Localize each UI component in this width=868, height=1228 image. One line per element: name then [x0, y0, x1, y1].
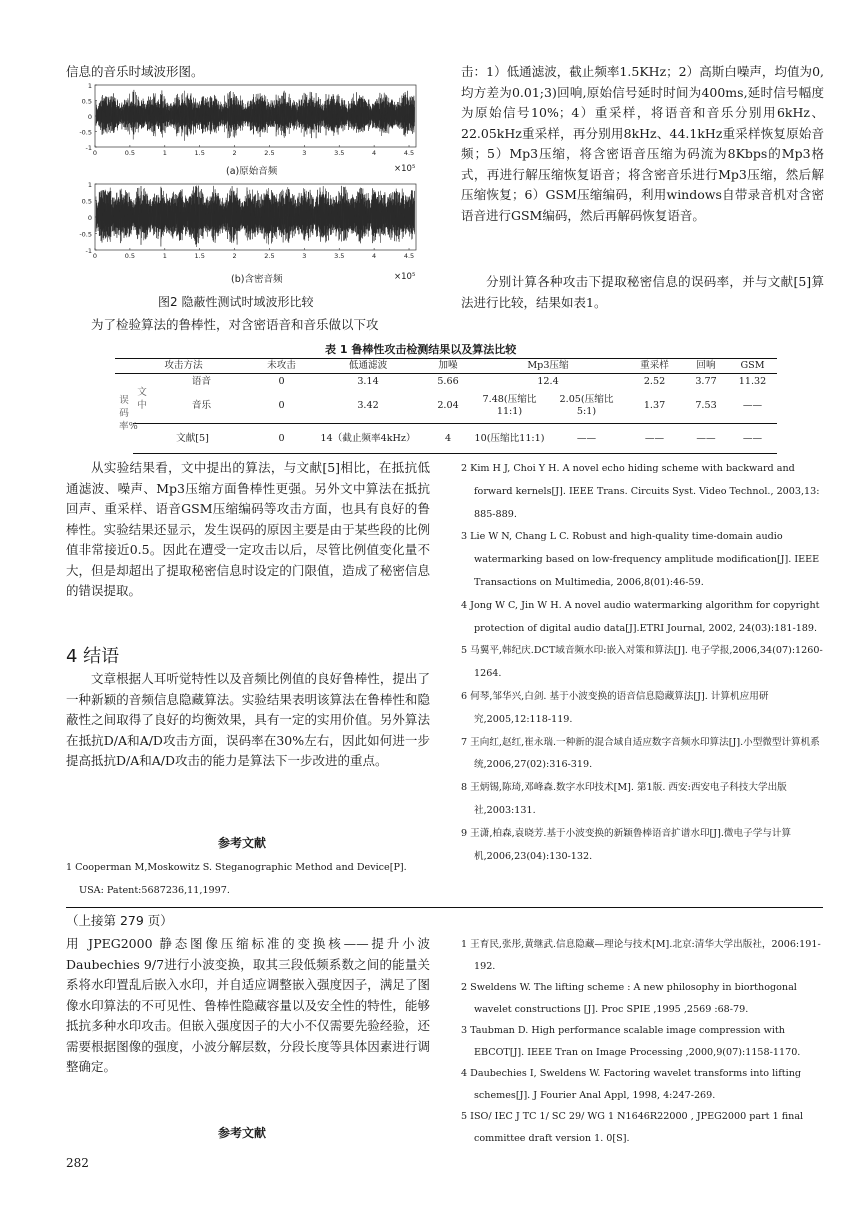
x-tick-label: 1.5	[194, 252, 205, 260]
y-tick-label: -1	[85, 247, 92, 255]
x-tick-label: 1	[162, 252, 167, 260]
table-header: 回响	[684, 359, 728, 374]
y-tick-label: -0.5	[79, 230, 92, 239]
table-cell: 文献[5]	[133, 424, 252, 454]
y-tick-label: -0.5	[79, 128, 92, 137]
table-cell: 5.66	[437, 375, 459, 387]
table-header: 攻击方法	[115, 359, 252, 374]
group-label: 文中	[137, 386, 147, 411]
reference-item: 4 Jong W C, Jin W H. A novel audio watermarking algorithm for copyright protection of digital audio data[J].ETRI Journal, 2002, 24(03):181-189.	[461, 599, 820, 634]
x-tick-label: 4	[372, 252, 377, 260]
row-label-ber: 误码率%	[119, 395, 138, 433]
reference-list-right	[461, 458, 825, 868]
table-cell: 12.4	[537, 375, 559, 387]
table-cell: ——	[684, 424, 728, 454]
page-number: 282	[66, 1156, 89, 1170]
reference-list-bottom	[461, 934, 825, 1149]
x-multiplier-b: ×10⁵	[394, 272, 416, 282]
figure-caption: 图2 隐蔽性测试时域波形比较	[158, 295, 314, 309]
ber-paragraph: 分别计算各种攻击下提取秘密信息的误码率，并与文献[5]算法进行比较，结果如表1。	[461, 274, 824, 310]
table-title: 表 1 鲁棒性攻击检测结果以及算法比较	[325, 343, 517, 356]
y-tick-label: 0	[87, 113, 92, 121]
x-tick-label: 2.5	[264, 149, 275, 157]
table-header: 重采样	[625, 359, 684, 374]
y-tick-label: 0.5	[81, 197, 92, 206]
x-tick-label: 0.5	[124, 149, 136, 157]
x-tick-label: 3.5	[334, 149, 345, 157]
reference-item: 9 王潇,柏森,袁晓芳.基于小波变换的新颖鲁棒语音扩谱水印[J].微电子学与计算机,2006,23(04):130-132.	[461, 827, 792, 862]
table-header: 低通滤波	[311, 359, 425, 374]
table-cell: 11.32	[738, 375, 767, 387]
table-cell: 2.04	[437, 400, 459, 412]
y-tick-label: 1	[87, 82, 92, 90]
reference-item: 1 王育民,张彤,黄继武.信息隐藏—理论与技术[M].北京:清华大学出版社，2006:191-192.	[461, 939, 821, 972]
references-heading-2: 参考文献	[218, 1126, 267, 1140]
references-heading: 参考文献	[218, 836, 267, 850]
table-header: 加噪	[425, 359, 471, 374]
x-tick-label: 4.5	[403, 252, 415, 260]
intro-line: 信息的音乐时域波形图。	[66, 64, 204, 79]
x-multiplier-a: ×10⁵	[394, 164, 416, 174]
waveform-original	[66, 80, 426, 162]
x-tick-label: 0	[92, 252, 98, 260]
y-tick-label: 0	[87, 214, 92, 222]
reference-item: 5 马翼平,韩纪庆.DCT域音频水印:嵌入对策和算法[J]. 电子学报,2006,34(07):1260-1264.	[461, 645, 823, 680]
reference-item: 4 Daubechies I, Sweldens W. Factoring wavelet transforms into lifting schemes[J]. J Fourier Anal Appl, 1998, 4:247-269.	[461, 1068, 802, 1101]
x-tick-label: 3	[302, 149, 307, 157]
table-cell: 10(压缩比11:1)	[471, 424, 548, 454]
x-tick-label: 0	[92, 149, 98, 157]
robustness-intro: 为了检验算法的鲁棒性，对含密语音和音乐做以下攻	[91, 317, 379, 332]
reference-item: 2 Kim H J, Choi Y H. A novel echo hiding scheme with backward and forward kernels[J]. IEEE Trans. Circuits Syst. Video Technol., 2003,13: 885-889.	[461, 463, 820, 520]
table-cell: 0	[278, 375, 285, 387]
results-paragraph: 从实验结果看，文中提出的算法，与文献[5]相比，在抵抗低通滤波、噪声、Mp3压缩方面鲁棒性更强。另外文中算法在抵抗回声、重采样、语音GSM压缩编码等攻击方面，也具有良好的鲁棒性。实验结果还显示，发生误码的原因主要是由于某些段的比例值非常接近0.5。因此在遭受一定攻击以后，尽管比例值变化量不大，但是却超出了提取秘密信息时设定的门限值，造成了秘密信息的错误提取。	[66, 460, 430, 598]
table-cell: 7.53	[695, 400, 717, 412]
conclusion-paragraph: 文章根据人耳听觉特性以及音频比例值的良好鲁棒性，提出了一种新颖的音频信息隐藏算法。实验结果表明该算法在鲁棒性和隐蔽性之间取得了良好的均衡效果，具有一定的实用价值。另外算法在抵抗D/A和A/D攻击方面，误码率在30%左右，因此如何进一步提高抵抗D/A和A/D攻击的能力是算法下一步改进的重点。	[66, 671, 430, 768]
x-tick-label: 2	[232, 149, 237, 157]
table-header: Mp3压缩	[471, 359, 625, 374]
reference-item: 5 ISO/ IEC J TC 1/ SC 29/ WG 1 N1646R22000 , JPEG2000 part 1 final committee draft version 1. 0[S].	[461, 1111, 804, 1144]
waveform-stego	[66, 178, 426, 264]
x-tick-label: 1	[162, 149, 167, 157]
table-cell: 7.48(压缩比11:1)	[482, 394, 537, 418]
x-tick-label: 3	[302, 252, 307, 260]
table-cell: 0	[278, 400, 285, 412]
table-cell: 3.77	[695, 375, 717, 387]
attack-list-paragraph: 击：1）低通滤波，截止频率1.5KHz；2）高斯白噪声，均值为0,均方差为0.01;3)回响,原始信号延时时间为400ms,延时信号幅度为原始信号10%；4）重采样，将语音和音乐分别用6kHz、22.05kHz重采样，再分别用8kHz、44.1kHz重采样恢复原始音频；5）Mp3压缩，将含密语音压缩为码流为8Kbps的Mp3格式，再进行解压缩恢复语音；将含密音乐进行Mp3压缩，然后解压缩恢复；6）GSM压缩编码，利用windows自带录音机对含密语音进行GSM编码，然后再解码恢复语音。	[461, 64, 824, 223]
table-cell: ——	[625, 424, 684, 454]
reference-item: 8 王炳锡,陈琦,邓峰森.数字水印技术[M]. 第1版. 西安:西安电子科技大学出版社,2003:131.	[461, 782, 787, 816]
table-row	[115, 390, 777, 424]
table-row	[115, 374, 777, 390]
waveform-trace	[96, 90, 415, 141]
reference-item: 3 Taubman D. High performance scalable image compression with EBCOT[J]. IEEE Tran on Image Processing ,2000,9(07):1158-1170.	[461, 1025, 801, 1058]
table-header-row	[115, 359, 777, 374]
reference-item: 1 Cooperman M,Moskowitz S. Steganographic Method and Device[P]. USA: Patent:5687236,11,1997.	[66, 862, 407, 896]
table-cell: 语音	[191, 375, 212, 387]
table-header: 未攻击	[252, 359, 311, 374]
table-cell: 2.05(压缩比5:1)	[559, 394, 614, 418]
reference-item: 6 何琴,邹华兴,白剑. 基于小波变换的语音信息隐藏算法[J]. 计算机应用研究,2005,12:118-119.	[461, 690, 769, 725]
section-heading: 4 结语	[66, 646, 120, 667]
reference-item: 3 Lie W N, Chang L C. Robust and high-quality time-domain audio watermarking based on low-frequency amplitude modification[J]. IEEE Transactions on Multimedia, 2006,8(01):46-59.	[461, 531, 820, 588]
table-cell: ——	[728, 424, 777, 454]
subcaption-original: (a)原始音频	[226, 166, 278, 177]
y-tick-label: 1	[87, 181, 92, 189]
waveform-trace	[96, 186, 415, 247]
table-cell: 3.14	[357, 375, 379, 387]
x-tick-label: 2.5	[264, 252, 275, 260]
continued-paragraph: 用 JPEG2000 静态图像压缩标准的变换核——提升小波Daubechies 9/7进行小波变换，取其三段低频系数之间的能量关系将水印置乱后嵌入水印，并自适应调整嵌入强度因子，满足了图像水印算法的不可见性、鲁棒性隐藏容量以及安全性的特性，能够抵抗多种水印攻击。但嵌入强度因子的大小不仅需要先验经验，还需要根据图像的强度，小波分解层数，分段长度等具体因素进行调整确定。	[66, 936, 430, 1074]
subcaption-stego: (b)含密音频	[231, 274, 283, 285]
table-cell: 3.42	[357, 400, 379, 412]
x-tick-label: 0.5	[124, 252, 136, 260]
table-header: GSM	[728, 359, 777, 374]
reference-item: 2 Sweldens W. The lifting scheme : A new philosophy in biorthogonal wavelet constructions [J]. Proc SPIE ,1995 ,2569 :68-79.	[461, 982, 797, 1015]
reference-item: 7 王向红,赵红,崔永瑞.一种新的混合域自适应数字音频水印算法[J].小型微型计算机系统,2006,27(02):316-319.	[461, 736, 820, 771]
y-tick-label: -1	[85, 144, 92, 152]
table-cell: 2.52	[643, 375, 666, 387]
x-tick-label: 1.5	[194, 149, 205, 157]
table-cell: 0	[252, 424, 311, 454]
x-tick-label: 2	[232, 252, 237, 260]
table-cell: 1.37	[643, 400, 666, 412]
table-cell: 4	[425, 424, 471, 454]
x-tick-label: 4	[372, 149, 377, 157]
x-tick-label: 3.5	[334, 252, 345, 260]
section-divider	[66, 907, 823, 908]
continued-label: （上接第 279 页）	[66, 913, 173, 928]
reference-list-left	[66, 857, 430, 903]
y-tick-label: 0.5	[81, 97, 92, 106]
table-cell: ——	[742, 400, 763, 412]
table-cell: 14（截止频率4kHz）	[311, 424, 425, 454]
table-row	[115, 424, 777, 454]
x-tick-label: 4.5	[403, 149, 415, 157]
table-cell: ——	[548, 424, 625, 454]
table-cell: 音乐	[191, 400, 212, 412]
robustness-table	[115, 358, 777, 454]
